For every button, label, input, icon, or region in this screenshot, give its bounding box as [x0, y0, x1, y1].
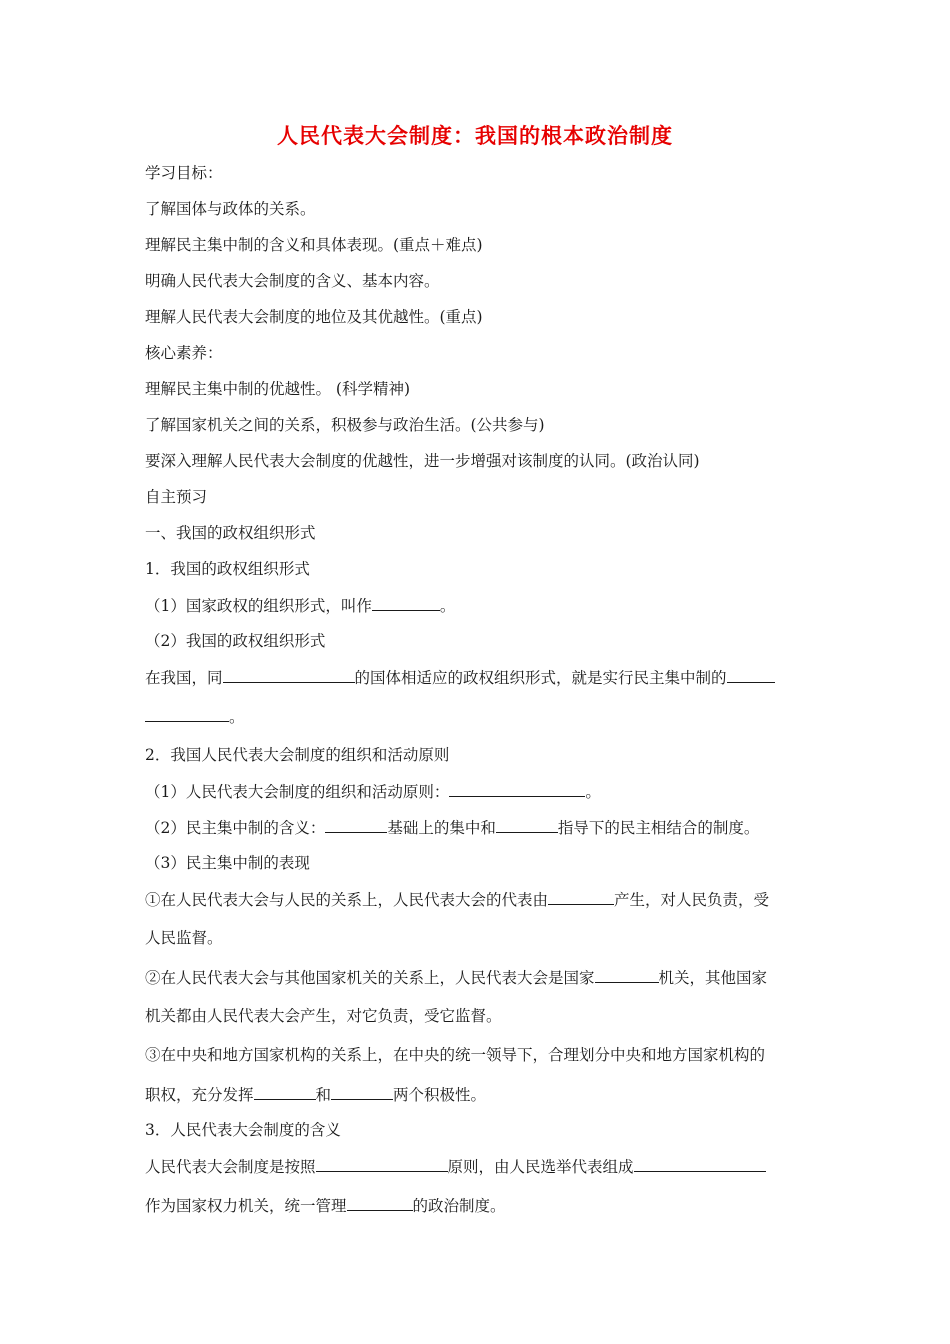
answer-blank: [347, 1195, 413, 1211]
literacy-3: 要深入理解人民代表大会制度的优越性，进一步增强对该制度的认同。(政治认同): [145, 452, 700, 470]
subsection-1-heading: 1．我国的政权组织形式: [145, 560, 310, 578]
point-1-line-a: ①在人民代表大会与人民的关系上，人民代表大会的代表由 产生，对人民负责，受: [145, 891, 770, 909]
document-title: 人民代表大会制度：我国的根本政治制度: [277, 124, 673, 148]
answer-blank: [316, 1156, 448, 1172]
answer-blank: [223, 667, 355, 683]
answer-blank: [727, 667, 775, 683]
answer-blank: [254, 1084, 316, 1100]
question-1-2-line-b: 。: [145, 706, 245, 727]
answer-blank: [145, 706, 229, 722]
question-2-2: （2）民主集中制的含义： 基础上的集中和 指导下的民主相结合的制度。: [145, 819, 760, 837]
question-3-line-b: 作为国家权力机关，统一管理 的政治制度。: [145, 1197, 506, 1215]
point-2-line-a: ②在人民代表大会与其他国家机关的关系上，人民代表大会是国家 机关，其他国家: [145, 969, 768, 987]
goal-1: 了解国体与政体的关系。: [145, 200, 316, 218]
answer-blank: [325, 817, 387, 833]
learning-goals-heading: 学习目标：: [145, 164, 223, 182]
answer-blank: [634, 1156, 766, 1172]
point-1-line-b: 人民监督。: [145, 929, 223, 947]
answer-blank: [372, 595, 440, 611]
question-2-3-heading: （3）民主集中制的表现: [145, 854, 310, 872]
goal-2: 理解民主集中制的含义和具体表现。(重点＋难点): [145, 236, 483, 254]
answer-blank: [595, 967, 659, 983]
subsection-2-heading: 2．我国人民代表大会制度的组织和活动原则: [145, 746, 450, 764]
question-1-2-heading: （2）我国的政权组织形式: [145, 632, 326, 650]
answer-blank: [548, 889, 614, 905]
literacy-1: 理解民主集中制的优越性。 (科学精神): [145, 380, 411, 398]
answer-blank: [331, 1084, 393, 1100]
core-literacy-heading: 核心素养：: [145, 344, 223, 362]
answer-blank: [449, 781, 585, 797]
question-1-2-line-a: 在我国，同 的国体相适应的政权组织形式，就是实行民主集中制的: [145, 667, 775, 688]
literacy-2: 了解国家机关之间的关系，积极参与政治生活。(公共参与): [145, 416, 545, 434]
question-3-line-a: 人民代表大会制度是按照 原则，由人民选举代表组成: [145, 1156, 766, 1177]
self-study-heading: 自主预习: [145, 488, 208, 506]
point-2-line-b: 机关都由人民代表大会产生，对它负责，受它监督。: [145, 1007, 502, 1025]
answer-blank: [496, 817, 558, 833]
point-3-line-a: ③在中央和地方国家机构的关系上，在中央的统一领导下，合理划分中央和地方国家机构的: [145, 1046, 766, 1064]
goal-4: 理解人民代表大会制度的地位及其优越性。(重点): [145, 308, 483, 326]
goal-3: 明确人民代表大会制度的含义、基本内容。: [145, 272, 440, 290]
subsection-3-heading: 3．人民代表大会制度的含义: [145, 1121, 341, 1139]
section-1-heading: 一、我国的政权组织形式: [145, 524, 316, 542]
question-1-1: （1）国家政权的组织形式，叫作 。: [145, 597, 456, 615]
point-3-line-b: 职权，充分发挥 和 两个积极性。: [145, 1086, 487, 1104]
question-2-1: （1）人民代表大会制度的组织和活动原则： 。: [145, 783, 601, 801]
